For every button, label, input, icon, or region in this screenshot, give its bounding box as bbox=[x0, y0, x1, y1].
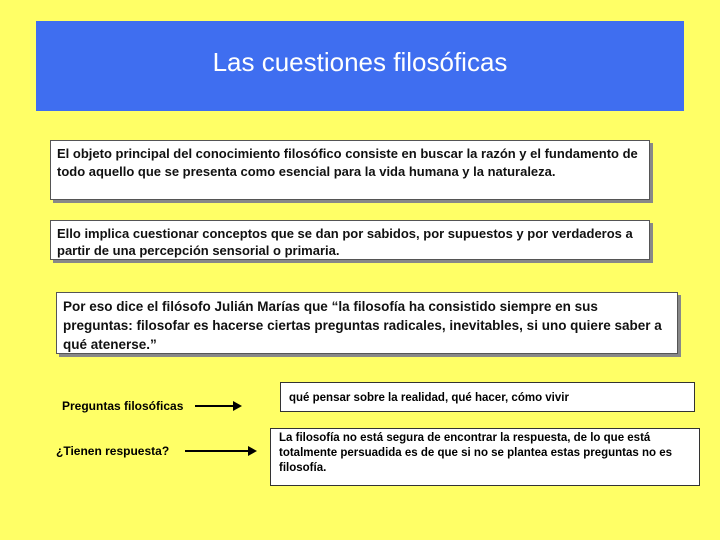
arrow-right-icon bbox=[195, 405, 240, 407]
definition-box: El objeto principal del conocimiento filosófico consiste en buscar la razón y el fundamento de todo aquello que se presenta como esencial para la vida humana y la naturaleza. bbox=[50, 140, 650, 200]
title-banner bbox=[36, 21, 684, 111]
questions-label: Preguntas filosóficas bbox=[62, 399, 184, 413]
implication-box: Ello implica cuestionar conceptos que se dan por sabidos, por supuestos y por verdaderos a partir de una percepción sensorial o primaria. bbox=[50, 220, 650, 260]
questions-answer-box: qué pensar sobre la realidad, qué hacer, cómo vivir bbox=[280, 382, 695, 412]
quote-box: Por eso dice el filósofo Julián Marías que “la filosofía ha consistido siempre en sus preguntas: filosofar es hacerse ciertas preguntas radicales, inevitables, si uno quiere saber a qué atenerse.” bbox=[56, 292, 678, 354]
answer-question-label: ¿Tienen respuesta? bbox=[56, 444, 170, 458]
slide-title: Las cuestiones filosóficas bbox=[212, 46, 508, 77]
arrow-right-icon bbox=[185, 450, 255, 452]
answer-box: La filosofía no está segura de encontrar la respuesta, de lo que está totalmente persuadida es de que si no se plantea estas preguntas no es filosofía. bbox=[270, 428, 700, 486]
